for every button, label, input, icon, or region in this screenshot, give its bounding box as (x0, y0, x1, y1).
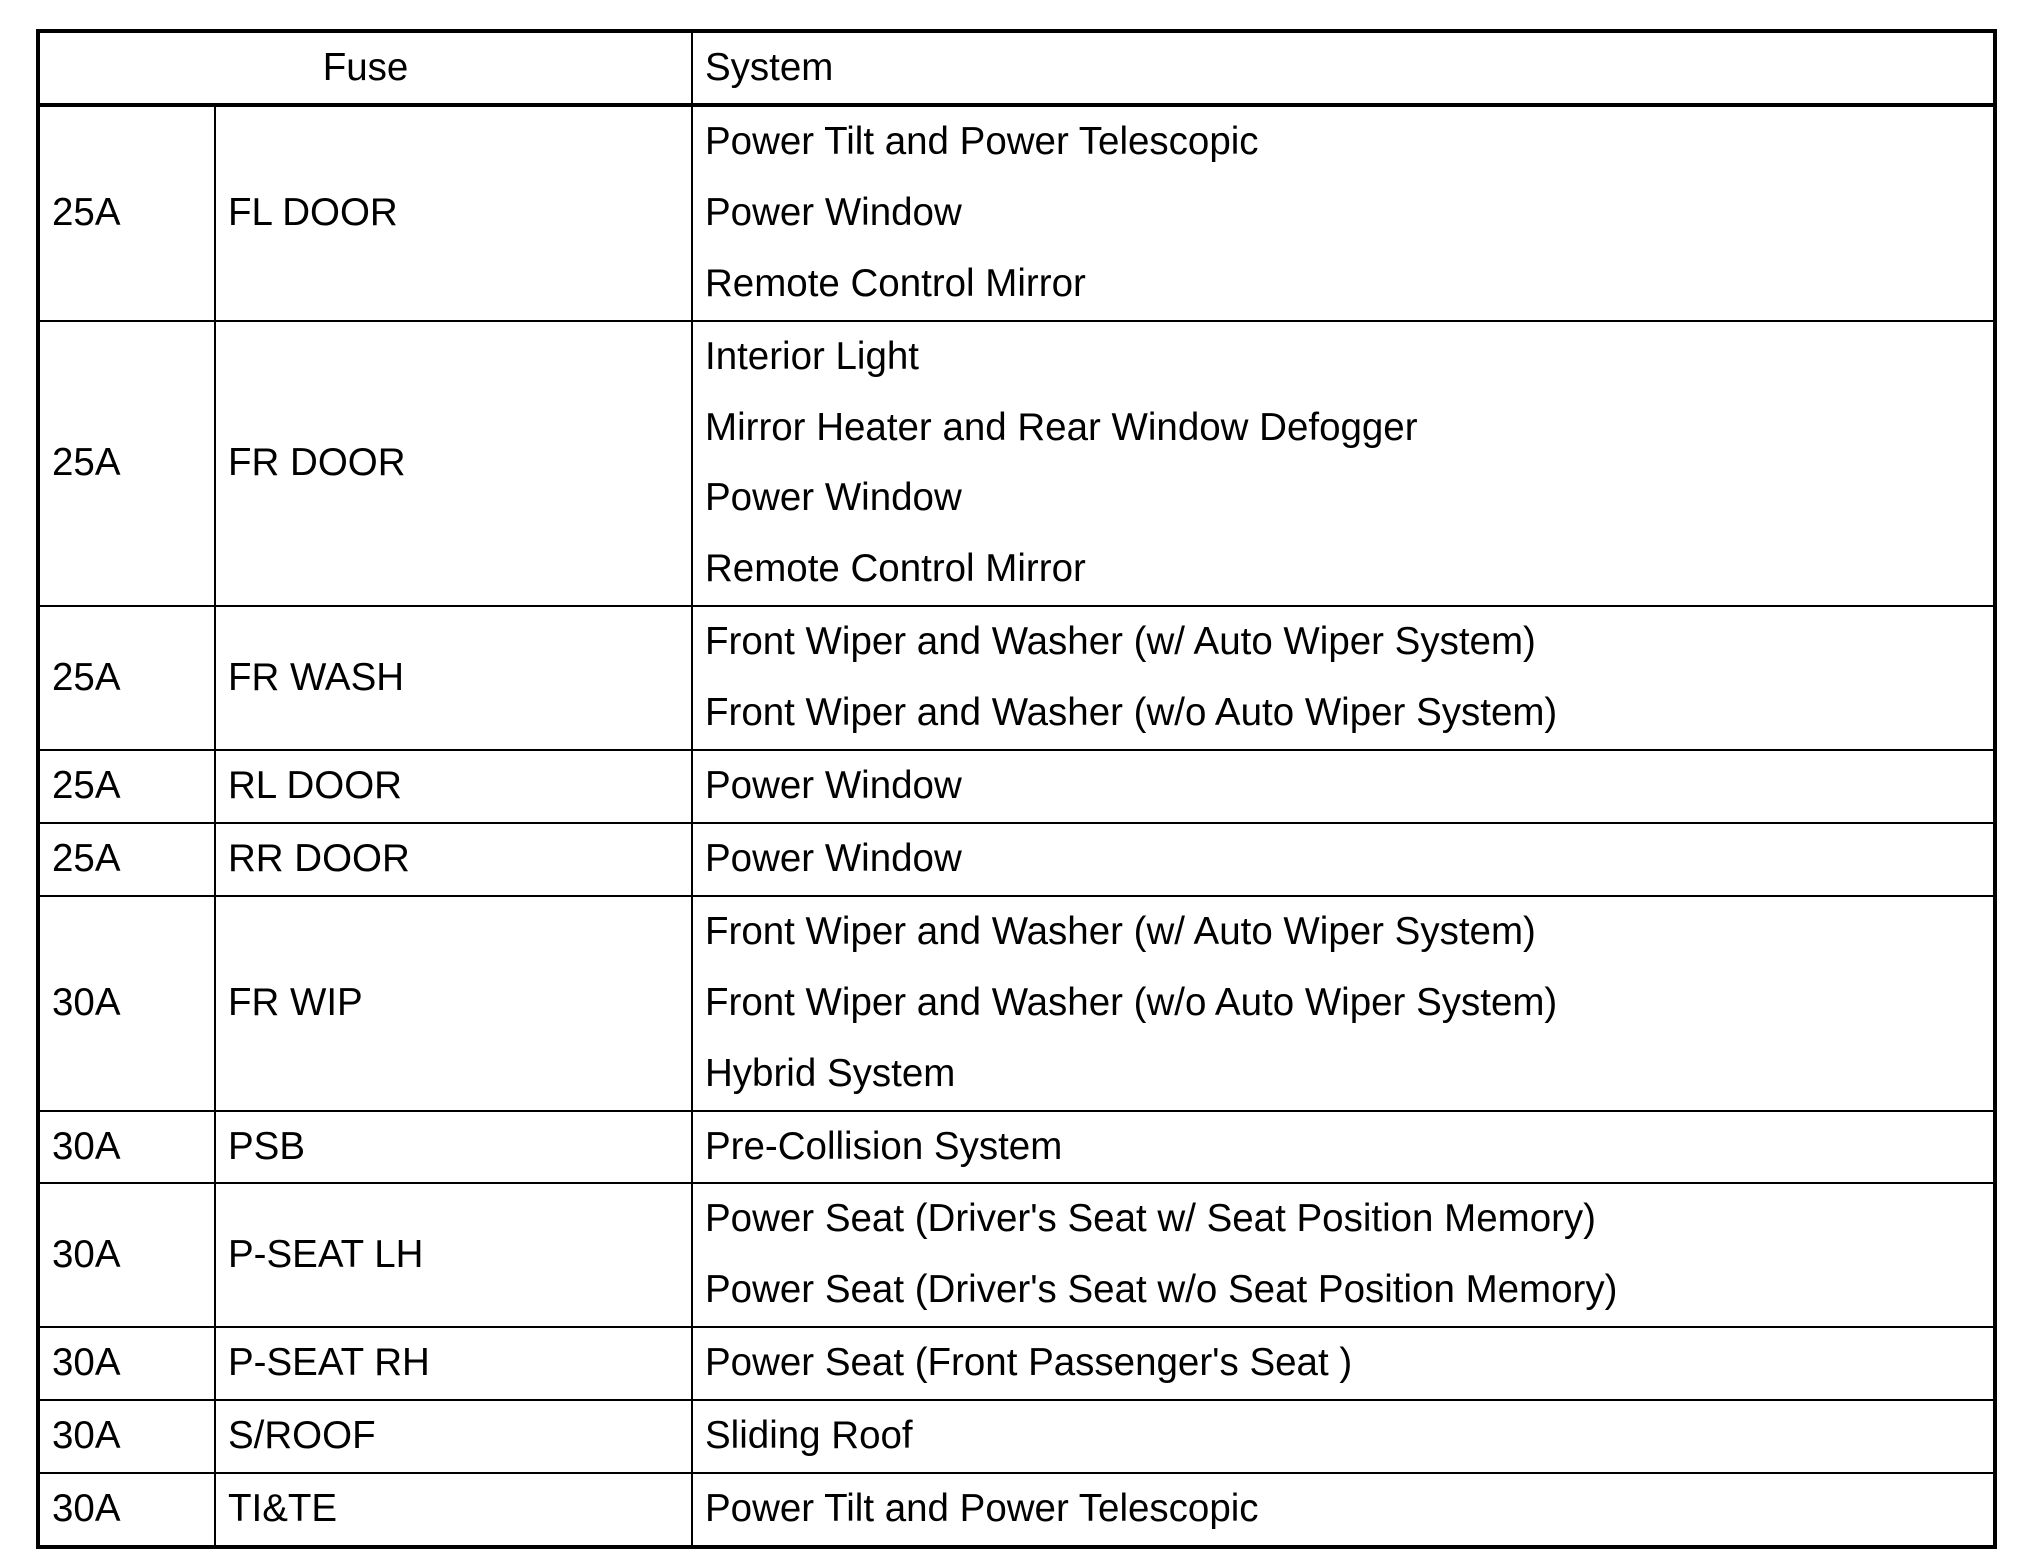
table-row (38, 896, 1995, 1111)
fuse-amperage: 30A (38, 1400, 215, 1473)
fuse-amperage: 30A (38, 1183, 215, 1327)
fuse-name: RL DOOR (215, 750, 692, 823)
system-item: Power Window (705, 476, 962, 520)
fuse-name: FL DOOR (215, 105, 692, 321)
fuse-name: FR DOOR (215, 321, 692, 607)
system-list (692, 1400, 1995, 1473)
system-list (692, 1327, 1995, 1400)
table-row (38, 606, 1995, 750)
system-item: Power Seat (Driver's Seat w/ Seat Position Memory) (705, 1197, 1597, 1241)
system-list (692, 1111, 1995, 1184)
fuse-amperage: 25A (38, 321, 215, 607)
header-system: System (692, 31, 1995, 105)
system-list (692, 750, 1995, 823)
system-item: Pre-Collision System (705, 1124, 1063, 1168)
fuse-name: P-SEAT LH (215, 1183, 692, 1327)
system-item: Mirror Heater and Rear Window Defogger (705, 405, 1418, 449)
table-body (38, 105, 1995, 1547)
header-row (38, 31, 1995, 105)
system-list (692, 321, 1995, 607)
system-item: Power Tilt and Power Telescopic (705, 120, 1259, 163)
system-item: Hybrid System (705, 1051, 956, 1095)
system-item: Power Window (705, 764, 962, 808)
fuse-amperage: 25A (38, 823, 215, 896)
table-row (38, 1400, 1995, 1473)
system-item: Power Window (705, 190, 962, 234)
header-fuse: Fuse (38, 31, 692, 105)
system-list (692, 105, 1995, 321)
fuse-amperage: 25A (38, 606, 215, 750)
fuse-amperage: 25A (38, 750, 215, 823)
fuse-amperage: 25A (38, 105, 215, 321)
table-row (38, 823, 1995, 896)
system-item: Front Wiper and Washer (w/ Auto Wiper System) (705, 909, 1536, 953)
table-row (38, 750, 1995, 823)
fuse-name: FR WASH (215, 606, 692, 750)
table-row (38, 1111, 1995, 1184)
fuse-table (36, 29, 1997, 1549)
system-item: Power Window (705, 836, 962, 880)
system-item: Sliding Roof (705, 1414, 913, 1458)
system-list (692, 1183, 1995, 1327)
system-item: Power Seat (Driver's Seat w/o Seat Position Memory) (705, 1268, 1618, 1312)
fuse-amperage: 30A (38, 1473, 215, 1547)
table-row (38, 1183, 1995, 1327)
fuse-name: TI&TE (215, 1473, 692, 1547)
fuse-name: S/ROOF (215, 1400, 692, 1473)
system-item: Interior Light (705, 334, 920, 378)
fuse-amperage: 30A (38, 896, 215, 1111)
table-row (38, 321, 1995, 607)
fuse-name: RR DOOR (215, 823, 692, 896)
system-list (692, 823, 1995, 896)
table-row (38, 1473, 1995, 1547)
fuse-amperage: 30A (38, 1327, 215, 1400)
fuse-name: P-SEAT RH (215, 1327, 692, 1400)
fuse-amperage: 30A (38, 1111, 215, 1184)
fuse-name: FR WIP (215, 896, 692, 1111)
system-item: Power Seat (Front Passenger's Seat ) (705, 1341, 1353, 1385)
system-list (692, 606, 1995, 750)
system-item: Power Tilt and Power Telescopic (705, 1487, 1259, 1530)
table-row (38, 105, 1995, 321)
table-row (38, 1327, 1995, 1400)
system-list (692, 896, 1995, 1111)
system-item: Front Wiper and Washer (w/o Auto Wiper System) (705, 691, 1558, 735)
system-item: Front Wiper and Washer (w/o Auto Wiper System) (705, 980, 1558, 1024)
system-list (692, 1473, 1995, 1547)
system-item: Remote Control Mirror (705, 547, 1086, 591)
system-item: Remote Control Mirror (705, 261, 1086, 305)
system-item: Front Wiper and Washer (w/ Auto Wiper System) (705, 620, 1536, 664)
fuse-name: PSB (215, 1111, 692, 1184)
